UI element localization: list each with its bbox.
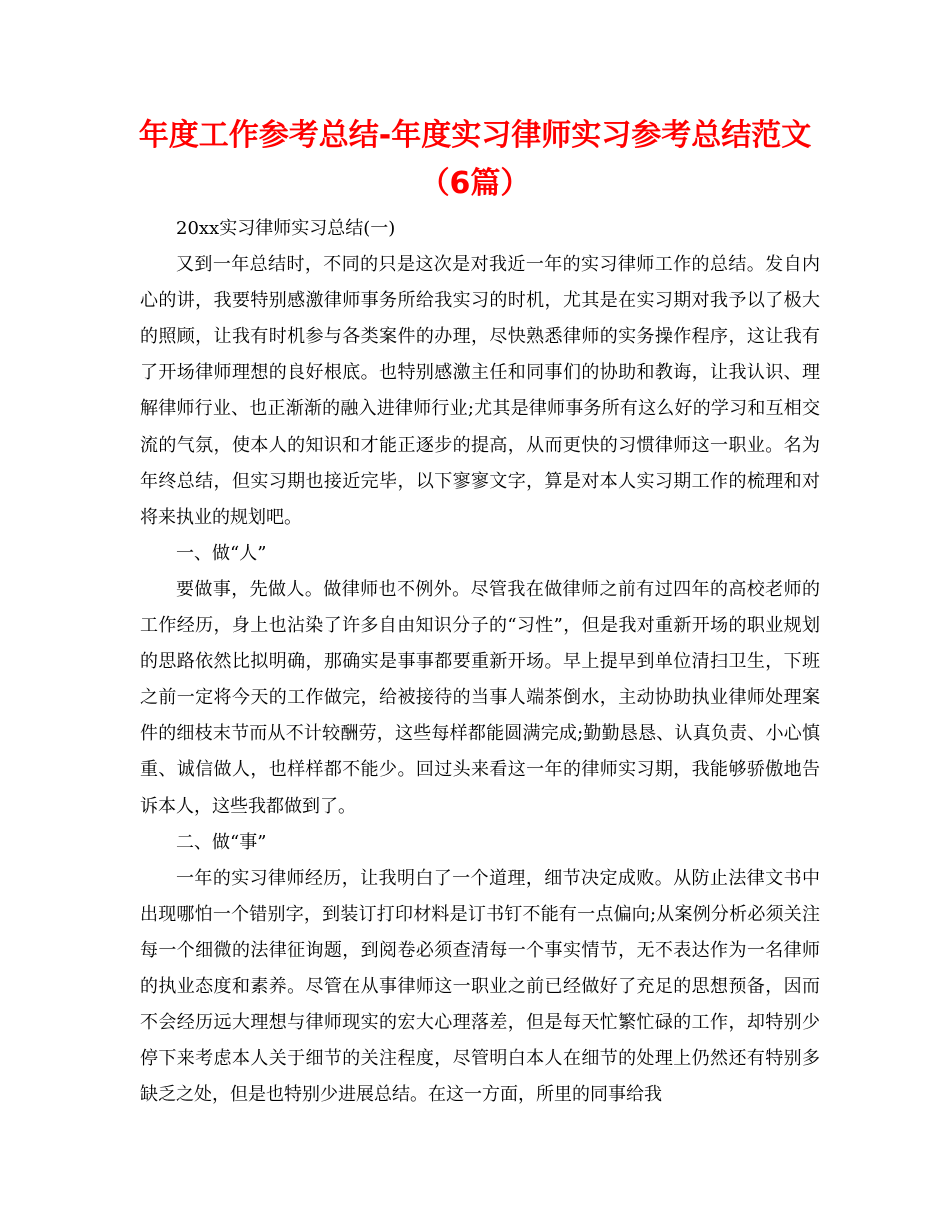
paragraph: 要做事，先做人。做律师也不例外。尽管我在做律师之前有过四年的高校老师的工作经历，身上也沾染了许多自由知识分子的“习性”，但是我对重新开场的职业规划的思路依然比拟明确，那确实是事事都要重新开场。早上提早到单位清扫卫生，下班之前一定将今天的工作做完，给被接待的当事人端茶倒水，主动协助执业律师处理案件的细枝末节而从不计较酬劳，这些每样都能圆满完成;勤勤恳恳、认真负责、小心慎重、诚信做人，也样样都不能少。回过头来看这一年的律师实习期，我能够骄傲地告诉本人，这些我都做到了。	[140, 578, 820, 817]
document-body	[140, 211, 820, 1113]
document-title: 年度工作参考总结-年度实习律师实习参考总结范文（6篇）	[138, 118, 812, 201]
paragraph-subheading: 20xx实习律师实习总结(一)	[176, 218, 396, 239]
paragraph: 又到一年总结时，不同的只是这次是对我近一年的实习律师工作的总结。发自内心的讲，我要特别感激律师事务所给我实习的时机，尤其是在实习期对我予以了极大的照顾，让我有时机参与各类案件的办理，尽快熟悉律师的实务操作程序，这让我有了开场律师理想的良好根底。也特别感激主任和同事们的协助和教诲，让我认识、理解律师行业、也正渐渐的融入进律师行业;尤其是律师事务所有这么好的学习和互相交流的气氛，使本人的知识和才能正逐步的提高，从而更快的习惯律师这一职业。名为年终总结，但实习期也接近完毕，以下寥寥文字，算是对本人实习期工作的梳理和对将来执业的规划吧。	[140, 254, 820, 528]
section-heading: 一、做“人”	[176, 542, 267, 564]
section-heading: 二、做“事”	[176, 831, 267, 853]
paragraph: 一年的实习律师经历，让我明白了一个道理，细节决定成败。从防止法律文书中出现哪怕一个错别字，到装订打印材料是订书钉不能有一点偏向;从案例分析必须关注每一个细微的法律征询题，到阅卷必须查清每一个事实情节，无不表达作为一名律师的执业态度和素养。尽管在从事律师这一职业之前已经做好了充足的思想预备，因而不会经历远大理想与律师现实的宏大心理落差，但是每天忙繁忙碌的工作，却特别少停下来考虑本人关于细节的关注程度，尽管明白本人在细节的处理上仍然还有特别多缺乏之处，但是也特别少进展总结。在这一方面，所里的同事给我	[140, 867, 820, 1106]
